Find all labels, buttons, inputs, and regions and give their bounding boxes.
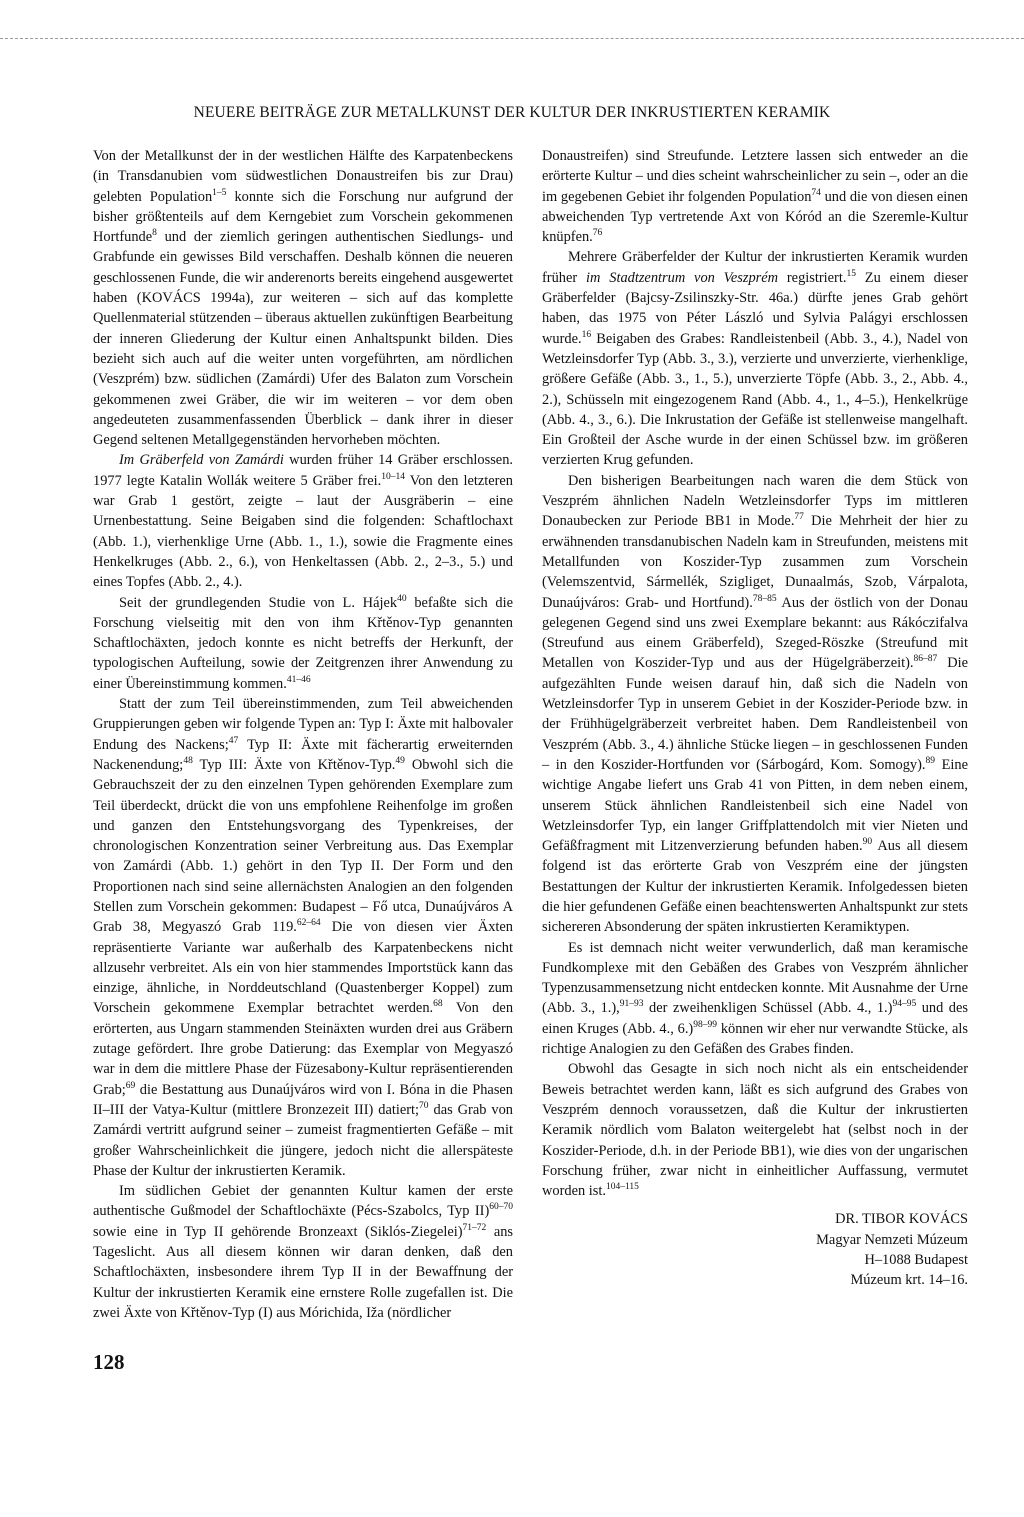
author-postal: H–1088 Budapest xyxy=(864,1252,968,1269)
footnote-ref: 74 xyxy=(811,187,821,198)
text-run: Die Mehrheit der hier zu erwähnenden transdanubischen Nadeln kam in Streufunden, meistens mit Metallfunden von Koszider-Typ zusammen zum Vorschein (Velemszentvid, Sármellék, Szigliget, Dunaalmás, Szob, Várpalota, Dunaújváros: Grab- und Hortfund). xyxy=(542,513,968,611)
text-run: Von den erörterten, aus Ungarn stammenden Steinäxten wurden drei aus Gräbern zutage gefördert. Ihre grobe Datierung: das Exemplar von Megyaszó war in dem die mittlere Phase der Füzesabony-Kultur repräsentierenden Grab; xyxy=(93,1000,514,1098)
footnote-ref: 78–85 xyxy=(752,593,777,604)
text-run: Die aufgezählten Funde weisen darauf hin, daß sich die Nadeln von Wetzleinsdorfer Typ in unserem Gebiet in der Koszider-Periode bzw. in der Frühhügelgräberzeit verbreitet haben. Dem Randleistenbeil von Veszprém (Abb. 3., 4.) ähnliche Stücke liegen – in geschlossenen Funden – in den Koszider-Hortfunden vor (Sárbogárd, Kom. Somogy). xyxy=(542,655,968,773)
footnote-ref: 71–72 xyxy=(462,1222,487,1233)
paragraph xyxy=(542,938,968,1060)
author-institution: Magyar Nemzeti Múzeum xyxy=(816,1231,968,1248)
text-run: Von der Metallkunst der in der westlichen Hälfte des Karpatenbeckens (in Transdanubien vom südwestlichen Donaustreifen bis zur Drau) gelebten Population xyxy=(93,148,513,205)
footnote-ref: 8 xyxy=(152,228,157,239)
footnote-ref: 77 xyxy=(794,512,804,523)
text-run: Obwohl das Gesagte in sich noch nicht als ein entscheidender Beweis betrachtet werden kann, läßt es sich aufgrund des Grabes von Veszprém dennoch voraussetzen, daß die Kultur der inkrustierten Keramik nördlich vom Balaton weitergelebt hat (selbst noch in der Koszider-Periode, d.h. in der Periode BB1), wie dies von der ungarischen Forschung früher, zwar nicht in einheitlicher Auffassung, vermutet worden ist. xyxy=(542,1061,968,1200)
author-name: DR. TIBOR KOVÁCS xyxy=(835,1211,968,1228)
text-run: Von den letzteren war Grab 1 gestört, zeigte – laut der Ausgräberin – eine Urnenbestattung. Seine Beigaben sind die folgenden: Schaftlochaxt (Abb. 1.), vierhenklige Urne (Abb. 1., 1.), sowie die Fragmente eines Henkelkruges (Abb. 2., 6.), von Henkeltassen (Abb. 2., 2–3., 5.) und eines Topfes (Abb. 2., 4.). xyxy=(93,472,513,591)
footnote-ref: 98–99 xyxy=(693,1019,717,1030)
footnote-ref: 104–115 xyxy=(605,1182,639,1193)
text-run: befaßte sich die Forschung vielseitig mit den von ihm Křtěnov-Typ genannten Schaftlochäxten, jedoch konnte es nicht betreffs der Herkunft, der typologischen Aufteilung, sowie der Zeitgrenzen ihrer Anwendung zu einer Übereinstimmung kommen. xyxy=(93,594,513,692)
footnote-ref: 76 xyxy=(592,228,603,239)
footnote-ref: 47 xyxy=(228,735,239,746)
paragraph xyxy=(93,1181,513,1323)
paragraph xyxy=(542,146,968,247)
footnote-ref: 70 xyxy=(419,1100,429,1111)
text-run: Eine wichtige Angabe liefert uns Grab 41 von Pitten, in dem neben einem, unserem Stück ähnlichen Randleistenbeil sich eine Nadel von Wetzleinsdorfer Typ, ein langer Griffplattendolch mit vier Nieten und Gefäßfragment mit Litzenverzierung befunden haben. xyxy=(542,756,968,855)
footnote-ref: 41–46 xyxy=(286,674,311,685)
text-run: Den bisherigen Bearbeitungen nach waren die dem Stück von Veszprém ähnlichen Nadeln Wetzleinsdorfer Typs im mittleren Donaubecken zur Periode BB1 in Mode. xyxy=(542,472,968,530)
italic-text: Im Gräberfeld von Zamárdi xyxy=(119,452,284,469)
footnote-ref: 62–64 xyxy=(296,918,321,929)
footnote-ref: 69 xyxy=(125,1080,136,1091)
text-run: Es ist demnach nicht weiter verwunderlich, daß man keramische Fundkomplexe mit den Gebäßen des Grabes von Veszprém ähnlicher Typenzusammensetzung nicht entdecken konnte. Mit Ausnahme der Urne (Abb. 3., 1.), xyxy=(542,939,968,1017)
text-run: und des einen Kruges (Abb. 4., 6.) xyxy=(542,1000,968,1037)
footnote-ref: 1–5 xyxy=(212,187,227,198)
footnote-ref: 86–87 xyxy=(913,654,938,665)
paragraph xyxy=(93,694,513,1181)
paragraph xyxy=(93,450,513,592)
paragraph xyxy=(93,146,513,450)
text-run: Obwohl sich die Gebrauchszeit der zu den einzelnen Typen gehörenden Exemplare zum Teil überdeckt, drückt die von uns empfohlene Reihenfolge im großen und ganzen den Entstehungsvorgang des Typenkreises, der chronologischen Konzentration seiner Verbreitung aus. Das Exemplar von Zamárdi (Abb. 1.) gehört in den Typ II. Der Form und den Proportionen nach sind seine allernächsten Analogien an den folgenden Stellen zum Vorschein gekommen: Budapest – Fő utca, Dunaújváros A Grab 38, Megyaszó Grab 119. xyxy=(93,756,513,936)
text-run: der zweihenkligen Schüssel (Abb. 4., 1.) xyxy=(643,1000,893,1017)
author-street: Múzeum krt. 14–16. xyxy=(850,1272,968,1289)
text-run: konnte sich die Forschung nur aufgrund der bisher größtenteils auf dem Kerngebiet zum Vorschein gekommenen Hortfunde xyxy=(93,188,513,246)
footnote-ref: 15 xyxy=(846,268,856,279)
author-signature xyxy=(542,1209,968,1290)
text-run: Aus all diesem folgend ist das erörterte Grab von Veszprém eine der jüngsten Bestattungen der Kultur der inkrustierten Keramik. Infolgedessen bieten die hier gefundenen Gefäße einen beachtenswerten Anhaltspunkt zur stets sichereren Absonderung der späten inkrustierten Keramiktypen. xyxy=(542,838,968,936)
text-run: Aus der östlich von der Donau gelegenen Gegend sind uns zwei Exemplare bekannt: aus Rákóczifalva (Streufund aus einem Gräberfeld), Szeged-Röszke (Streufund mit Metallen von Koszider-Typ und aus der Hügelgräberzeit). xyxy=(542,594,968,672)
italic-text: im Stadtzentrum von Veszprém xyxy=(586,269,779,286)
text-run: Beigaben des Grabes: Randleistenbeil (Abb. 3., 4.), Nadel von Wetzleinsdorfer Typ (Abb. 3., 3.), verzierte und unverzierte, vierhenklige, größere Gefäße (Abb. 3., 1., 5.), unverzierte Töpfe (Abb. 3., 2., Abb. 4., 2.), Schüsseln mit eingezogenem Rand (Abb. 4., 1., 4–5.), Henkelkrüge (Abb. 4., 3., 6.). Die Inkrustation der Gefäße ist stellenweise mangelhaft. Ein Großteil der Asche wurde in der einen Schüssel bzw. im größeren verzierten Krug gefunden. xyxy=(542,330,968,469)
footnote-ref: 49 xyxy=(395,755,405,766)
running-header: NEUERE BEITRÄGE ZUR METALLKUNST DER KULTUR DER INKRUSTIERTEN KERAMIK xyxy=(193,104,831,121)
paragraph xyxy=(93,593,513,694)
text-run: registriert. xyxy=(778,269,847,286)
footnote-ref: 40 xyxy=(397,593,407,604)
text-run: Im südlichen Gebiet der genannten Kultur kamen der erste authentische Gußmodel der Schaftlochäxte (Pécs-Szabolcs, Typ II) xyxy=(93,1183,513,1220)
footnote-ref: 48 xyxy=(183,755,193,766)
text-run: Mehrere Gräberfelder der Kultur der inkrustierten Keramik wurden früher xyxy=(542,249,968,286)
footnote-ref: 68 xyxy=(433,999,443,1010)
paragraph xyxy=(542,247,968,470)
text-run: Statt der zum Teil übereinstimmenden, zum Teil abweichenden Gruppierungen geben wir folgende Typen an: Typ I: Äxte mit halbovaler Endung des Nackens; xyxy=(93,696,513,753)
text-run: Zu einem dieser Gräberfelder (Bajcsy-Zsilinszky-Str. 46a.) dürfte jenes Grab gehört haben, das 1975 von Péter László und Sylvia Palágyi erschlossen wurde. xyxy=(542,269,968,347)
text-run: die Bestattung aus Dunaújváros wird von I. Bóna in die Phasen II–III der Vatya-Kultur (mittlere Bronzezeit III) datiert; xyxy=(93,1081,513,1118)
footnote-ref: 16 xyxy=(581,329,592,340)
text-run: und die von diesen einen abweichenden Typ vertretende Axt von Kóród an die Szeremle-Kultur knüpfen. xyxy=(542,188,968,246)
text-run: sowie eine in Typ II gehörende Bronzeaxt (Siklós-Ziegelei) xyxy=(93,1223,463,1240)
paragraph xyxy=(542,471,968,938)
right-column xyxy=(542,146,968,1291)
text-run: Seit der grundlegenden Studie von L. Hájek xyxy=(119,594,398,611)
text-run: ans Tageslicht. Aus all diesem können wir daran denken, daß den Schaftlochäxten, insbesondere ihrem Typ II in der Bewaffnung der Kultur der inkrustierten Keramik eine ernstere Rolle zugefallen ist. Die zwei Äxte von Křtěnov-Typ (I) aus Mórichida, Iža (nördlicher xyxy=(93,1223,513,1321)
text-run: Donaustreifen) sind Streufunde. Letztere lassen sich entweder an die erörterte Kultur – und dies scheint wahrscheinlicher zu sein –, oder an die im gegebenen Gebiet ihr folgenden Population xyxy=(542,148,968,205)
footnote-ref: 60–70 xyxy=(489,1202,513,1213)
text-run: und der ziemlich geringen authentischen Siedlungs- und Grabfunde ein gewisses Bild verschaffen. Deshalb können die neueren geschlossenen Funde, die wir anderenorts bereits eingehend ausgewertet haben (KOVÁCS 1994a), zur weiteren – sich auf das komplette Quellenmaterial stützenden – überaus aktuellen zukünftigen Bearbeitung der inneren Gliederung der Kultur einen Anhaltspunkt bilden. Dies bezieht sich auch auf die weiter unten vorgeführten, am nördlichen (Veszprém) bzw. südlichen (Zamárdi) Ufer des Balaton zum Vorschein gekommenen zwei Gräber, die wir im weiteren – vor dem oben angedeuteten zusammenfassenden Überblick – dank ihrer in dieser Gegend seltenen Metallgegenständen hervorheben möchten. xyxy=(93,229,513,449)
left-column xyxy=(93,146,513,1323)
footnote-ref: 91–93 xyxy=(619,999,644,1010)
right-column-paragraphs xyxy=(542,146,968,1201)
top-rule xyxy=(0,38,1024,39)
text-run: Typ III: Äxte von Křtěnov-Typ. xyxy=(192,756,396,773)
page-number: 128 xyxy=(93,1350,125,1374)
text-run: wurden früher 14 Gräber erschlossen. 1977 legte Katalin Wollák weitere 5 Gräber frei. xyxy=(93,452,513,489)
footnote-ref: 94–95 xyxy=(892,999,917,1010)
footnote-ref: 10–14 xyxy=(381,471,405,482)
text-run: das Grab von Zamárdi vertritt aufgrund seiner – zumeist fragmentierten Gefäße – mit großer Wahrscheinlichkeit die jüngere, jedoch nicht die allerspäteste Phase der Kultur der inkrustierten Keramik. xyxy=(93,1101,513,1179)
footnote-ref: 89 xyxy=(925,755,936,766)
paragraph xyxy=(542,1059,968,1201)
text-run: können wir eher nur verwandte Stücke, als richtige Analogien zu den Gefäßen des Grabes finden. xyxy=(542,1020,969,1058)
text-run: Die von diesen vier Äxten repräsentierte Variante war außerhalb des Karpatenbeckens nicht allzusehr verbreitet. Als ein von hier stammendes Importstück kann das einzige, ähnliche, in Norddeutschland (Quastenberger Koppel) zum Vorschein gekommene Exemplar betrachtet werden. xyxy=(93,919,513,1017)
footnote-ref: 90 xyxy=(862,837,873,848)
text-run: Typ II: Äxte mit fächerartig erweiternden Nackenendung; xyxy=(93,736,513,773)
